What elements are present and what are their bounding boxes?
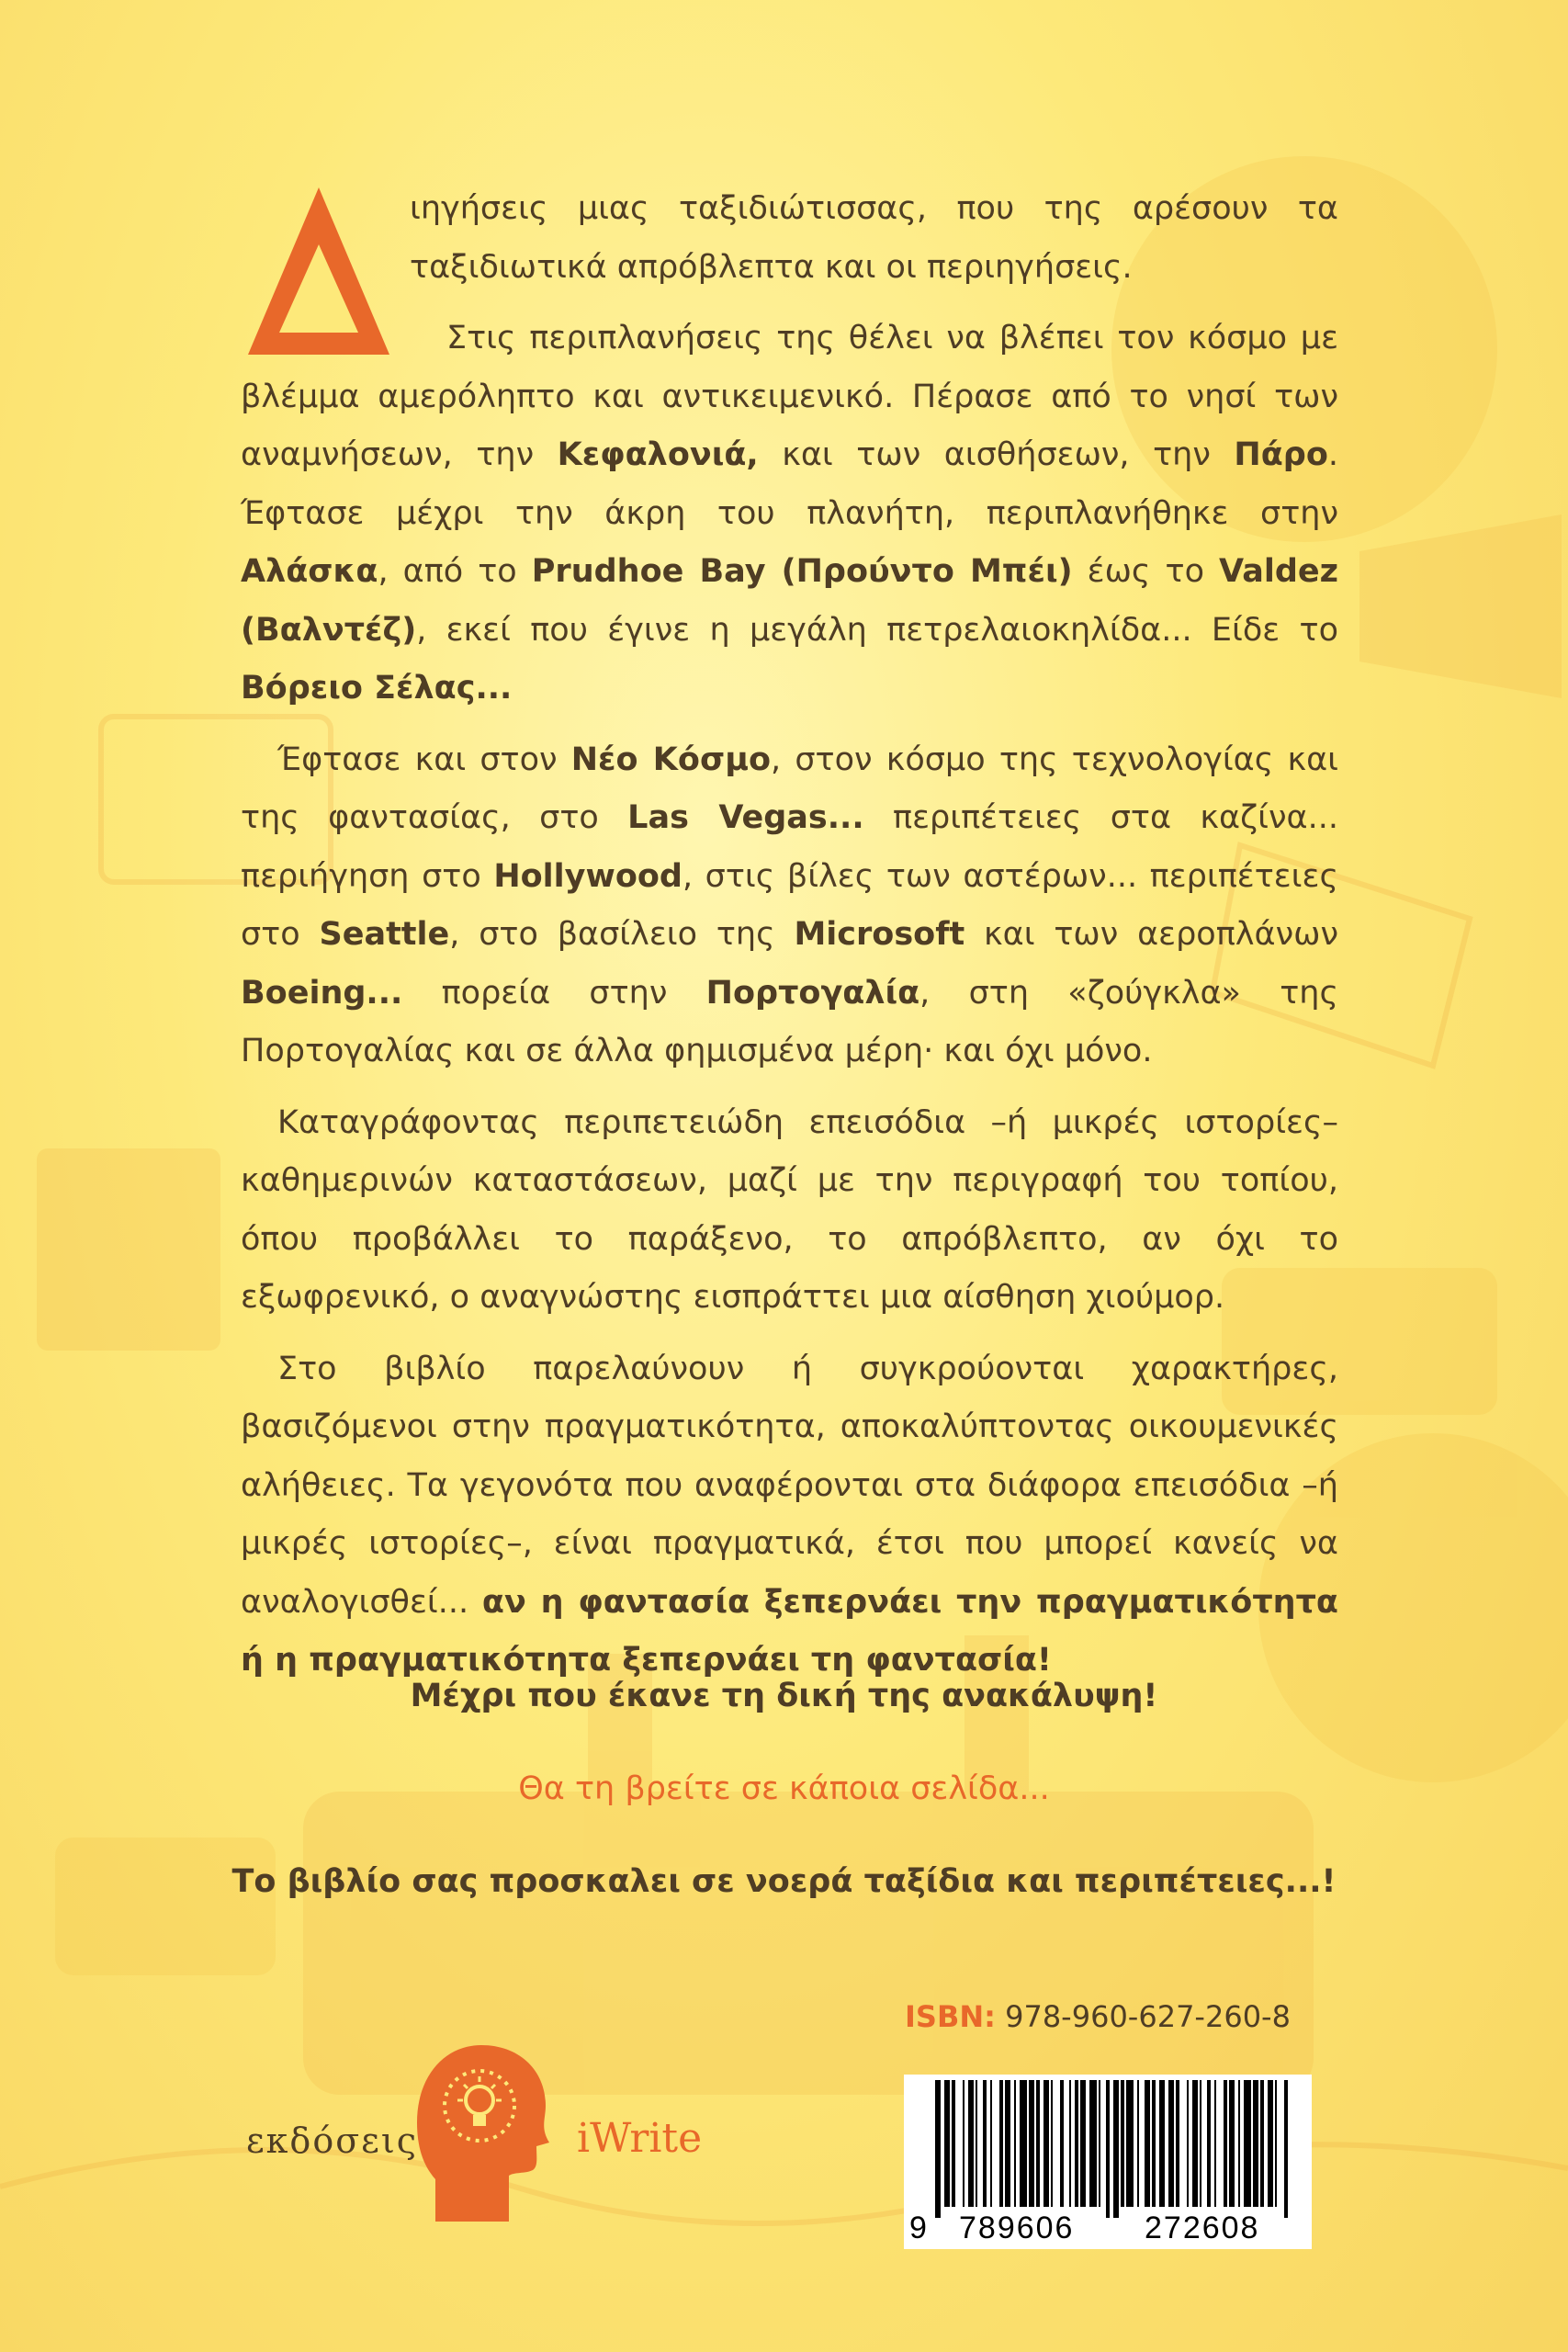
paragraph-2 xyxy=(241,310,1338,718)
p3-text-4: , στις βίλες των αστέρων... περιπέτειες στο xyxy=(241,857,1338,953)
p2-text-3: . Έφτασε μέχρι την άκρη του πλανήτη, περιπλανήθηκε στην xyxy=(241,436,1338,532)
barcode-digits xyxy=(904,2211,1312,2247)
paragraph-3 xyxy=(241,731,1338,1081)
barcode-bar xyxy=(1229,2080,1235,2207)
barcode-bar xyxy=(1121,2080,1124,2207)
barcode-bar xyxy=(1145,2080,1150,2207)
barcode-bar xyxy=(1200,2080,1201,2207)
paragraph-5 xyxy=(241,1340,1338,1690)
p3-text-6: και των αεροπλάνων xyxy=(964,916,1338,953)
paragraph-4 xyxy=(241,1094,1338,1328)
barcode-bar xyxy=(1207,2080,1211,2207)
barcode-bar xyxy=(1043,2080,1049,2207)
barcode-bar xyxy=(1014,2080,1016,2207)
p3-bold-new-world: Νέο Κόσμο xyxy=(570,741,772,778)
tagline-page-hint: Θα τη βρείτε σε κάποια σελίδα... xyxy=(518,1770,1050,1807)
p3-bold-seattle: Seattle xyxy=(319,916,450,953)
barcode-bar xyxy=(968,2080,974,2207)
barcode-bar xyxy=(1168,2080,1174,2207)
p3-bold-hollywood: Hollywood xyxy=(493,857,682,895)
barcode-bar xyxy=(1060,2080,1064,2207)
barcode-bar xyxy=(1099,2080,1100,2207)
barcode xyxy=(904,2075,1312,2249)
barcode-bar xyxy=(976,2080,977,2207)
barcode-bar xyxy=(999,2080,1003,2207)
p3-text-2: , στον κόσμο της τεχνολογίας και της φαντασίας, στο xyxy=(241,741,1338,836)
p2-text-4: , από το xyxy=(378,553,532,590)
barcode-bar xyxy=(1113,2080,1119,2218)
barcode-bar xyxy=(1051,2080,1053,2207)
barcode-bar xyxy=(1214,2080,1216,2207)
publisher-prefix: εκδόσεις xyxy=(246,2120,418,2161)
barcode-bar xyxy=(1029,2080,1034,2207)
p3-bold-portugal: Πορτογαλία xyxy=(705,974,920,1012)
p2-text-2: και των αισθήσεων, την xyxy=(758,436,1235,473)
p2-bold-aurora: Βόρειο Σέλας... xyxy=(241,670,513,707)
p2-bold-prudhoe: Prudhoe Bay (Προύντο Μπέι) xyxy=(531,553,1073,590)
p2-bold-paros: Πάρο xyxy=(1234,436,1328,473)
barcode-bar xyxy=(1176,2080,1179,2207)
barcode-bar xyxy=(1187,2080,1189,2207)
barcode-bar xyxy=(983,2080,987,2207)
p3-text-5: , στο βασίλειο της xyxy=(449,916,795,953)
p2-bold-alaska: Αλάσκα xyxy=(241,553,378,590)
barcode-left-group: 789606 xyxy=(959,2211,1075,2245)
barcode-bar xyxy=(1284,2080,1288,2218)
p3-bold-microsoft: Microsoft xyxy=(794,916,965,953)
tagline-invitation: Το βιβλίο σας προσκαλει σε νοερά ταξίδια και περιπέτειες...! xyxy=(231,1863,1337,1900)
p1-text: ιηγήσεις μιας ταξιδιώτισσας, που της αρέσουν τα ταξιδιωτικά απρόβλεπτα και οι περιηγήσεις. xyxy=(410,190,1338,286)
isbn-label: ISBN: xyxy=(905,1999,996,2034)
barcode-bar xyxy=(1106,2080,1110,2218)
barcode-bar xyxy=(963,2080,964,2207)
p2-text-6: , εκεί που έγινε η μεγάλη πετρελαιοκηλίδα... Είδε το xyxy=(416,611,1338,649)
barcode-bar xyxy=(944,2080,950,2207)
barcode-bar xyxy=(1268,2080,1273,2207)
barcode-bar xyxy=(1080,2080,1086,2207)
barcode-bars xyxy=(904,2080,1312,2218)
barcode-bar xyxy=(1244,2080,1251,2207)
p3-text-3: περιπέτειες στα καζίνα... περιήγηση στο xyxy=(241,799,1338,895)
barcode-bar xyxy=(1126,2080,1134,2207)
barcode-bar xyxy=(1137,2080,1139,2207)
barcode-bar xyxy=(1152,2080,1156,2207)
barcode-bar xyxy=(1036,2080,1040,2207)
barcode-first-digit: 9 xyxy=(909,2211,927,2245)
barcode-bar xyxy=(1224,2080,1227,2207)
barcode-bar xyxy=(935,2080,941,2218)
isbn-number: 978-960-627-260-8 xyxy=(995,1999,1291,2034)
p3-bold-boeing: Boeing... xyxy=(241,974,403,1012)
head-lightbulb-icon xyxy=(417,2041,555,2225)
barcode-bar xyxy=(1253,2080,1258,2207)
publisher-name: iWrite xyxy=(577,2115,703,2162)
barcode-bar xyxy=(1020,2080,1027,2207)
p5-text: Στο βιβλίο παρελαύνουν ή συγκρούονται χαρακτήρες, βασιζόμενοι στην πραγματικότητα, αποκαλύπτοντας οικουμενικές αλήθειες. Τα γεγονότα που αναφέρονται στα διάφορα επεισόδια –ή μικρές ιστορίες–, είναι πραγματικά, έτσι που μπορεί κανείς να αναλογισθεί... xyxy=(241,1350,1338,1621)
barcode-bar xyxy=(1260,2080,1264,2207)
paragraph-1 xyxy=(241,180,1338,297)
barcode-bar xyxy=(1159,2080,1165,2207)
p3-text-8: , στη «ζούγκλα» της Πορτογαλίας και σε άλλα φημισμένα μέρη· και όχι μόνο. xyxy=(241,974,1338,1069)
p3-text-1: Έφτασε και στον xyxy=(277,741,571,778)
p3-bold-las-vegas: Las Vegas... xyxy=(627,799,864,836)
p3-text-7: πορεία στην xyxy=(402,974,706,1012)
barcode-bar xyxy=(952,2080,955,2207)
barcode-right-group: 272608 xyxy=(1145,2211,1260,2245)
p5-bold-conclusion: αν η φαντασία ξεπερνάει την πραγματικότητα ή η πραγματικότητα ξεπερνάει τη φαντασία! xyxy=(241,1583,1338,1679)
barcode-bar xyxy=(1005,2080,1010,2207)
p2-bold-valdez: Valdez (Βαλντέζ) xyxy=(241,553,1338,649)
barcode-bar xyxy=(1192,2080,1198,2207)
barcode-bar xyxy=(1075,2080,1078,2207)
p4-text: Καταγράφοντας περιπετειώδη επεισόδια –ή μικρές ιστορίες– καθημερινών καταστάσεων, μαζί με την περιγραφή του τοπίου, όπου προβάλλει το παράξενο, το απρόβλεπτο, αν όχι το εξωφρενικό, ο αναγνώστης εισπράττει μια αίσθηση χιούμορ. xyxy=(241,1103,1338,1316)
barcode-bar xyxy=(1238,2080,1240,2207)
p2-bold-kefalonia: Κεφαλονιά, xyxy=(557,436,759,473)
barcode-bar xyxy=(990,2080,992,2207)
barcode-bar xyxy=(1275,2080,1277,2207)
blurb-text xyxy=(241,180,1338,1703)
barcode-bar xyxy=(1089,2080,1097,2207)
isbn-line xyxy=(905,1999,1291,2034)
barcode-bar xyxy=(1069,2080,1071,2207)
drop-cap-delta xyxy=(241,180,397,364)
tagline-discovery: Μέχρι που έκανε τη δική της ανακάλυψη! xyxy=(410,1678,1158,1714)
p2-text-5: έως το xyxy=(1072,553,1220,590)
p2-text-1: Στις περιπλανήσεις της θέλει να βλέπει τον κόσμο με βλέμμα αμερόληπτο και αντικειμενικό. Πέρασε από το νησί των αναμνήσεων, την xyxy=(241,320,1338,473)
